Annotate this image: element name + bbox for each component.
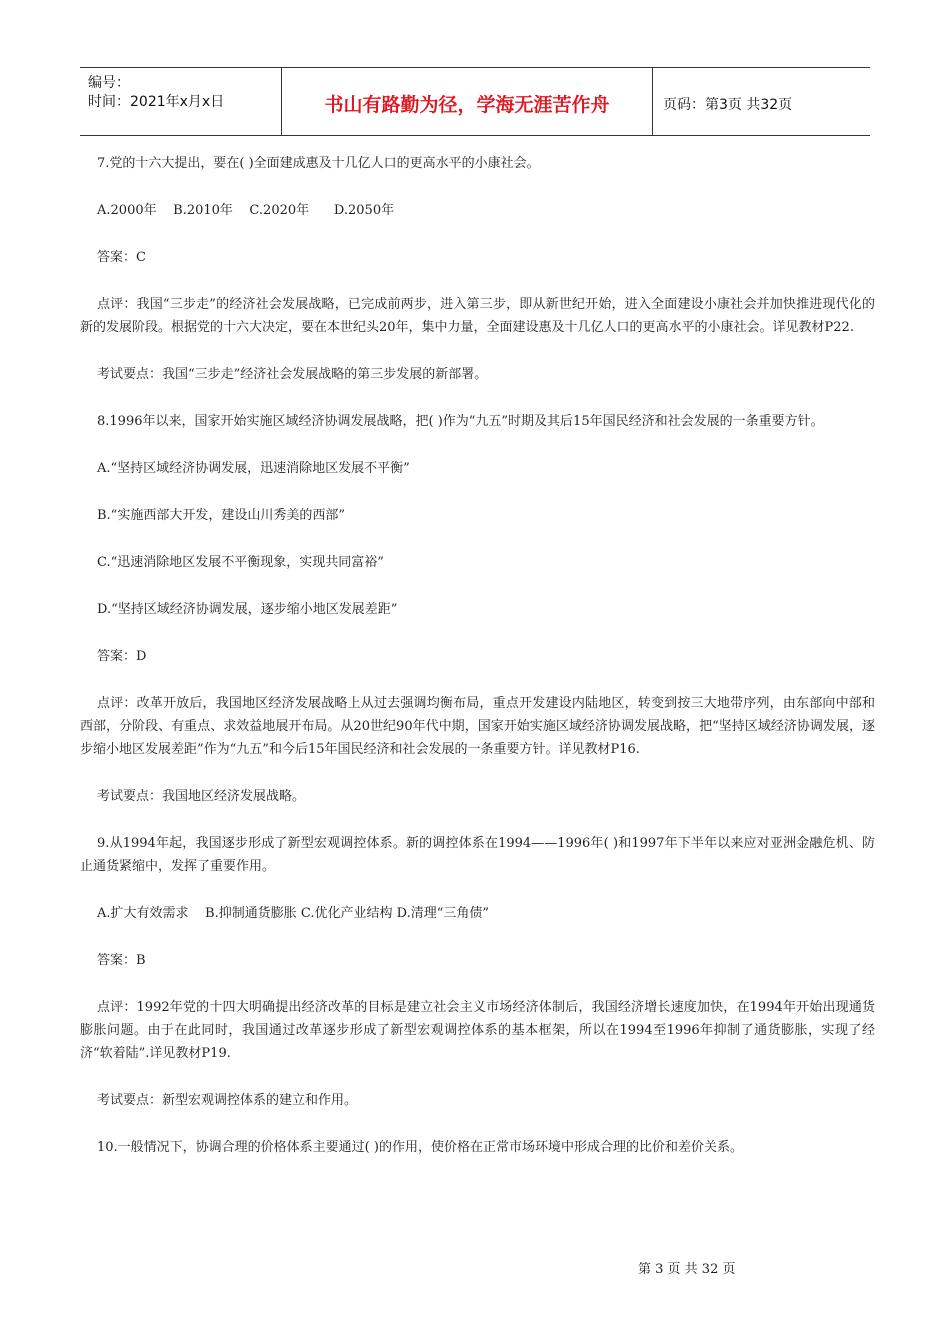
question-9: 9.从1994年起，我国逐步形成了新型宏观调控体系。新的调控体系在1994——1996年( )和1997年下半年以来应对亚洲金融危机、防止通货紧缩中，发挥了重要作用。 xyxy=(80,836,875,874)
question-8-option-c: C.“迅速消除地区发展不平衡现象，实现共同富裕” xyxy=(97,555,384,570)
question-7-options: A.2000年 B.2010年 C.2020年 D.2050年 xyxy=(97,203,395,218)
question-9-options: A.扩大有效需求 B.抑制通货膨胀 C.优化产业结构 D.清理“三角债” xyxy=(97,906,489,921)
question-7-answer: 答案：C xyxy=(97,250,146,265)
question-7-keypoint: 考试要点：我国“三步走”经济社会发展战略的第三步发展的新部署。 xyxy=(97,367,488,382)
question-8: 8.1996年以来，国家开始实施区域经济协调发展战略，把( )作为“九五”时期及其后15年国民经济和社会发展的一条重要方针。 xyxy=(97,414,824,429)
date-label: 时间：2021年x月x日 xyxy=(88,94,225,110)
question-9-keypoint: 考试要点：新型宏观调控体系的建立和作用。 xyxy=(97,1093,358,1108)
question-8-keypoint: 考试要点：我国地区经济发展战略。 xyxy=(97,789,306,804)
document-body xyxy=(80,152,875,1183)
question-7-comment: 点评：我国“三步走”的经济社会发展战略，已完成前两步，进入第三步，即从新世纪开始，进入全面建设小康社会并加快推进现代化的新的发展阶段。根据党的十六大决定，要在本世纪头20年，集中力量，全面建设惠及十几亿人口的更高水平的小康社会。详见教材P22. xyxy=(80,297,875,335)
number-label: 编号： xyxy=(88,75,130,91)
question-8-option-d: D.“坚持区域经济协调发展，逐步缩小地区发展差距” xyxy=(97,602,398,617)
page-header xyxy=(80,67,870,136)
question-9-answer: 答案：B xyxy=(97,953,146,968)
question-7: 7.党的十六大提出，要在( )全面建成惠及十几亿人口的更高水平的小康社会。 xyxy=(97,156,540,171)
question-10: 10.一般情况下，协调合理的价格体系主要通过( )的作用，使价格在正常市场环境中形成合理的比价和差价关系。 xyxy=(97,1140,743,1155)
header-meta xyxy=(80,68,282,135)
question-8-option-b: B.“实施西部大开发，建设山川秀美的西部” xyxy=(97,508,345,523)
question-8-comment: 点评：改革开放后，我国地区经济发展战略上从过去强调均衡布局，重点开发建设内陆地区，转变到按三大地带序列，由东部向中部和西部，分阶段、有重点、求效益地展开布局。从20世纪90年代中期，国家开始实施区域经济协调发展战略，把“坚持区域经济协调发展，逐步缩小地区发展差距”作为“九五”和今后15年国民经济和社会发展的一条重要方针。详见教材P16. xyxy=(80,696,875,757)
question-8-option-a: A.“坚持区域经济协调发展，迅速消除地区发展不平衡” xyxy=(97,461,410,476)
header-motto: 书山有路勤为径，学海无涯苦作舟 xyxy=(282,68,653,135)
question-8-answer: 答案：D xyxy=(97,649,147,664)
question-9-comment: 点评：1992年党的十四大明确提出经济改革的目标是建立社会主义市场经济体制后，我国经济增长速度加快，在1994年开始出现通货膨胀问题。由于在此同时，我国通过改革逐步形成了新型宏观调控体系的基本框架，所以在1994至1996年抑制了通货膨胀，实现了经济“软着陆”.详见教材P19. xyxy=(80,1000,875,1061)
page-footer: 第 3 页 共 32 页 xyxy=(638,1262,736,1277)
header-page-info: 页码：第3页 共32页 xyxy=(663,96,793,113)
